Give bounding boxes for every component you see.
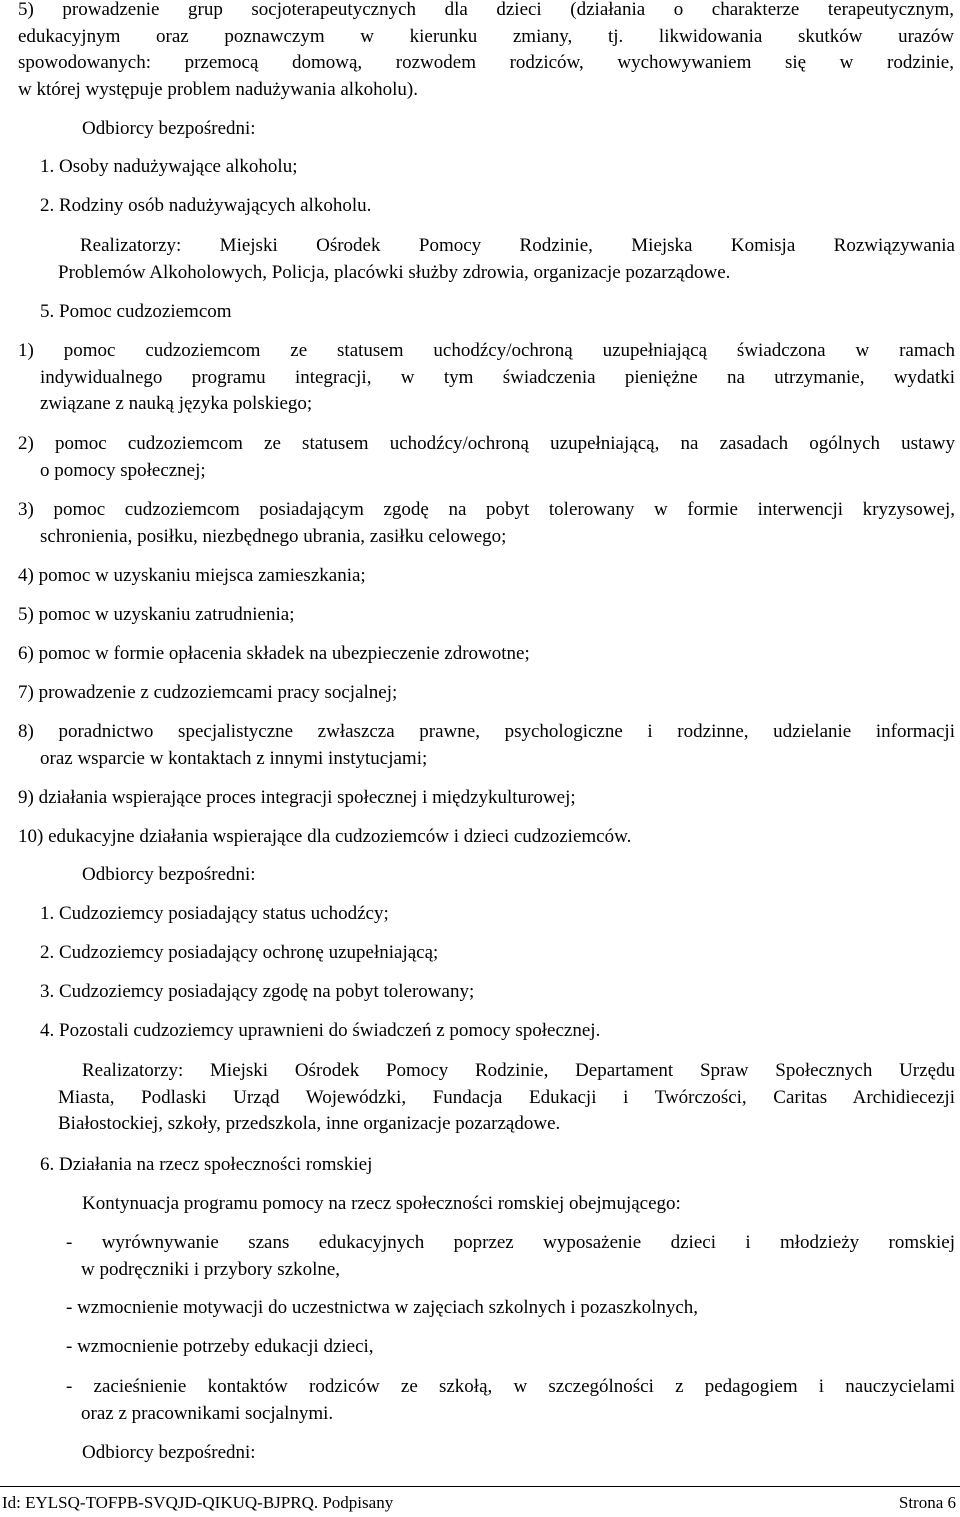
page-number: Strona 6	[898, 1493, 956, 1512]
recipient-item: 2. Rodziny osób nadużywających alkoholu.	[40, 195, 372, 216]
bullet-item: - wzmocnienie motywacji do uczestnictwa w zajęciach szkolnych i pozaszkolnych,	[66, 1297, 699, 1318]
bullet-item: - wzmocnienie potrzeby edukacji dzieci,	[66, 1336, 374, 1357]
list-item: 2) pomoc cudzoziemcom ze statusem uchodźcy/ochroną uzupełniającą, na zasadach ogólnych ustawy o pomocy społecznej;	[18, 433, 955, 481]
paragraph-line: Miasta, Podlaski Urząd Wojewódzki, Fundacja Edukacji i Twórczości, Caritas Archidiecezji	[58, 1086, 955, 1108]
intro-paragraph: Kontynuacja programu pomocy na rzecz społeczności romskiej obejmującego:	[82, 1193, 681, 1214]
paragraph-line: Realizatorzy: Miejski Ośrodek Pomocy Rodzinie, Miejska Komisja Rozwiązywania	[80, 235, 955, 256]
recipient-item: 4. Pozostali cudzoziemcy uprawnieni do świadczeń z pomocy społecznej.	[40, 1020, 601, 1041]
item-5-paragraph	[18, 0, 954, 103]
recipients-label: Odbiorcy bezpośredni:	[82, 1442, 256, 1463]
list-item: 6) pomoc w formie opłacenia składek na ubezpieczenie zdrowotne;	[18, 643, 530, 664]
recipient-item: 1. Osoby nadużywające alkoholu;	[40, 156, 298, 177]
recipients-label: Odbiorcy bezpośredni:	[82, 118, 256, 139]
list-item: 1) pomoc cudzoziemcom ze statusem uchodźcy/ochroną uzupełniającą świadczona w ramach indywidualnego programu integracji, w tym świadczenia pieniężne na utrzymanie, wydatki związane z nauką języka polskiego;	[18, 340, 955, 414]
paragraph-line: Białostockiej, szkoły, przedszkola, inne organizacje pozarządowe.	[58, 1113, 561, 1134]
list-item: 8) poradnictwo specjalistyczne zwłaszcza prawne, psychologiczne i rodzinne, udzielanie informacji oraz wsparcie w kontaktach z innymi instytucjami;	[18, 721, 955, 769]
recipients-label: Odbiorcy bezpośredni:	[82, 864, 256, 885]
document-id: Id: EYLSQ-TOFPB-SVQJD-QIKUQ-BJPRQ. Podpisany	[2, 1493, 394, 1512]
list-item: 9) działania wspierające proces integracji społecznej i międzykulturowej;	[18, 787, 576, 808]
bullet-item: - zacieśnienie kontaktów rodziców ze szkołą, w szczególności z pedagogiem i nauczycielami oraz z pracownikami socjalnymi.	[66, 1376, 955, 1424]
section-heading: 6. Działania na rzecz społeczności romskiej	[40, 1154, 373, 1175]
implementers-paragraph	[58, 1058, 955, 1138]
list-item: 7) prowadzenie z cudzoziemcami pracy socjalnej;	[18, 682, 398, 703]
paragraph-line: Problemów Alkoholowych, Policja, placówki służby zdrowia, organizacje pozarządowe.	[58, 261, 731, 283]
implementers-paragraph	[58, 233, 955, 286]
paragraph-line: spowodowanych: przemocą domową, rozwodem rodziców, wychowywaniem się w rodzinie,	[18, 52, 954, 73]
list-item: 5) pomoc w uzyskaniu zatrudnienia;	[18, 604, 295, 625]
paragraph-line: w której występuje problem nadużywania alkoholu).	[18, 78, 418, 100]
footer-divider	[0, 1486, 960, 1487]
paragraph-line: Realizatorzy: Miejski Ośrodek Pomocy Rodzinie, Departament Spraw Społecznych Urzędu	[82, 1060, 955, 1081]
list-item: 4) pomoc w uzyskaniu miejsca zamieszkania;	[18, 565, 366, 586]
bullet-item: - wyrównywanie szans edukacyjnych poprzez wyposażenie dzieci i młodzieży romskiej w podręczniki i przybory szkolne,	[66, 1232, 955, 1280]
paragraph-line: edukacyjnym oraz poznawczym w kierunku zmiany, tj. likwidowania skutków urazów	[18, 25, 954, 47]
list-item: 3) pomoc cudzoziemcom posiadającym zgodę na pobyt tolerowany w formie interwencji kryzysowej, schronienia, posiłku, niezbędnego ubrania, zasiłku celowego;	[18, 499, 955, 547]
recipient-item: 2. Cudzoziemcy posiadający ochronę uzupełniającą;	[40, 942, 439, 963]
paragraph-line: 5) prowadzenie grup socjoterapeutycznych dla dzieci (działania o charakterze terapeutycznym,	[18, 0, 954, 20]
recipient-item: 1. Cudzoziemcy posiadający status uchodźcy;	[40, 903, 389, 924]
section-heading: 5. Pomoc cudzoziemcom	[40, 301, 232, 322]
recipient-item: 3. Cudzoziemcy posiadający zgodę na pobyt tolerowany;	[40, 981, 475, 1002]
list-item: 10) edukacyjne działania wspierające dla cudzoziemców i dzieci cudzoziemców.	[18, 826, 632, 847]
